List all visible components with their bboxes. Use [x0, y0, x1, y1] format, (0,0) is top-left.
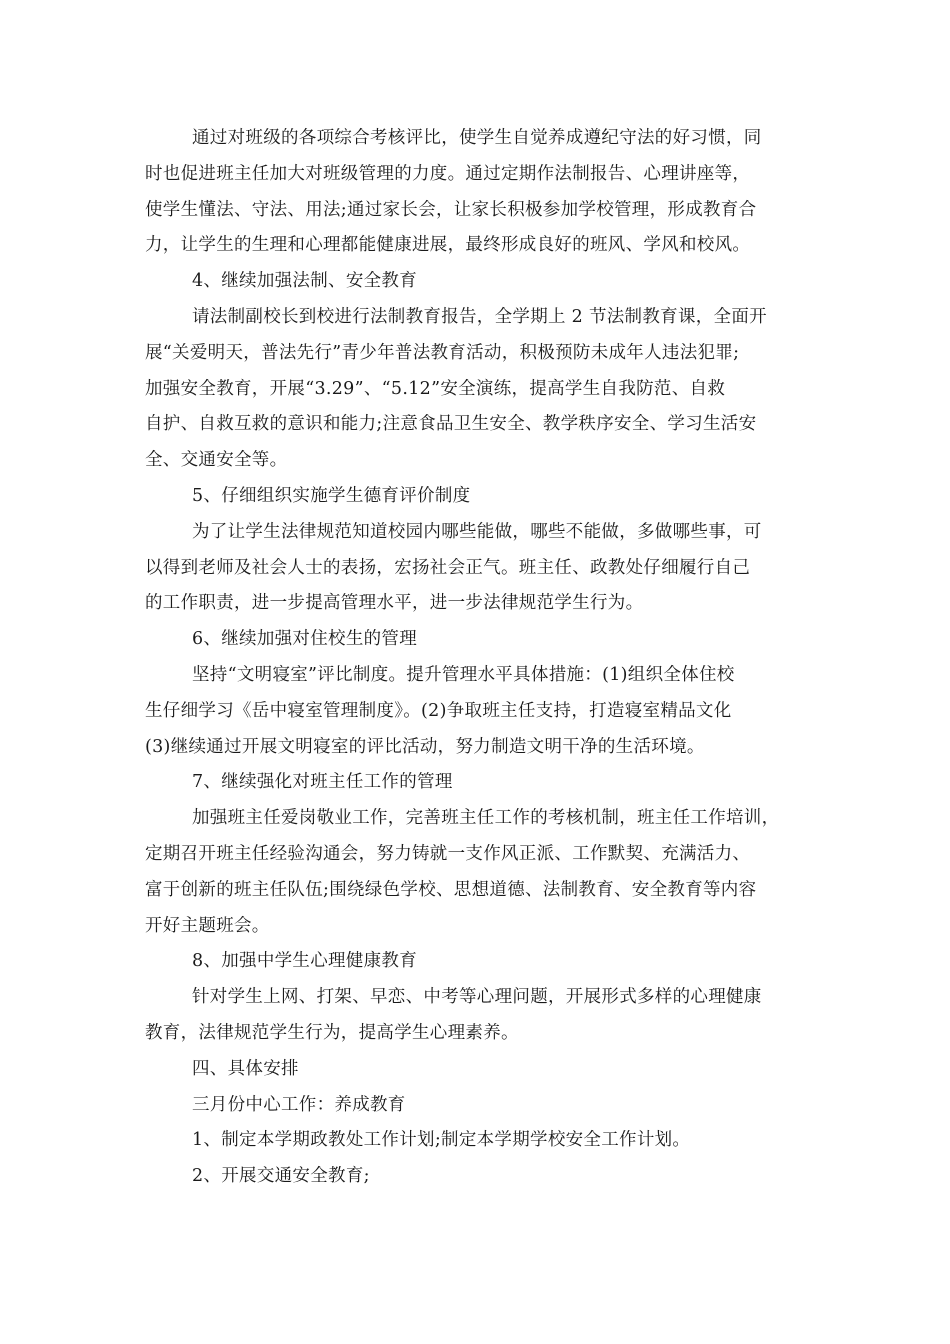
text-line: 使学生懂法、守法、用法;通过家长会，让家长积极参加学校管理，形成教育合: [145, 199, 757, 220]
text-line: 通过对班级的各项综合考核评比，使学生自觉养成遵纪守法的好习惯，同: [192, 128, 762, 148]
text-line: 1、制定本学期政教处工作计划;制定本学期学校安全工作计划。: [192, 1130, 691, 1151]
text-line: 的工作职责，进一步提高管理水平，进一步法律规范学生行为。: [145, 593, 644, 614]
text-line: 自护、自救互救的意识和能力;注意食品卫生安全、教学秩序安全、学习生活安: [145, 414, 757, 435]
document-body: [145, 121, 815, 1195]
section-heading: 四、具体安排: [192, 1058, 299, 1079]
text-line: 针对学生上网、打架、早恋、中考等心理问题，开展形式多样的心理健康: [192, 987, 762, 1008]
text-line: 生仔细学习《岳中寝室管理制度》。(2)争取班主任支持，打造寝室精品文化: [145, 700, 732, 721]
text-line: 加强班主任爱岗敬业工作，完善班主任工作的考核机制，班主任工作培训，: [192, 808, 780, 829]
section-heading: 7、继续强化对班主任工作的管理: [192, 772, 453, 793]
text-line: 以得到老师及社会人士的表扬，宏扬社会正气。班主任、政教处仔细履行自己: [145, 557, 751, 578]
text-line: 教育，法律规范学生行为，提高学生心理素养。: [145, 1022, 519, 1043]
section-heading: 6、继续加强对住校生的管理: [192, 629, 418, 650]
text-line: 全、交通安全等。: [145, 450, 288, 471]
text-line: 坚持“文明寝室”评比制度。提升管理水平具体措施：(1)组织全体住校: [192, 664, 735, 685]
text-line: 开好主题班会。: [145, 915, 270, 936]
section-heading: 8、加强中学生心理健康教育: [192, 951, 418, 972]
text-line: 时也促进班主任加大对班级管理的力度。通过定期作法制报告、心理讲座等，: [145, 163, 751, 184]
text-line: (3)继续通过开展文明寝室的评比活动，努力制造文明干净的生活环境。: [145, 736, 705, 757]
text-line: 三月份中心工作：养成教育: [192, 1094, 406, 1115]
text-line: 富于创新的班主任队伍;围绕绿色学校、思想道德、法制教育、安全教育等内容: [145, 879, 757, 900]
text-line: 力，让学生的生理和心理都能健康进展，最终形成良好的班风、学风和校风。: [145, 235, 751, 256]
section-heading: 5、仔细组织实施学生德育评价制度: [192, 485, 471, 506]
text-line: 定期召开班主任经验沟通会，努力铸就一支作风正派、工作默契、充满活力、: [145, 843, 751, 864]
text-line: 加强安全教育，开展“3.29”、“5.12”安全演练，提高学生自我防范、自救: [145, 378, 726, 399]
text-line: 展“关爱明天，普法先行”青少年普法教育活动，积极预防未成年人违法犯罪;: [145, 342, 740, 363]
section-heading: 4、继续加强法制、安全教育: [192, 271, 418, 292]
text-line: 2、开展交通安全教育;: [192, 1166, 370, 1187]
text-line: 为了让学生法律规范知道校园内哪些能做，哪些不能做，多做哪些事，可: [192, 521, 762, 542]
text-line: 请法制副校长到校进行法制教育报告，全学期上 2 节法制教育课，全面开: [192, 306, 767, 327]
